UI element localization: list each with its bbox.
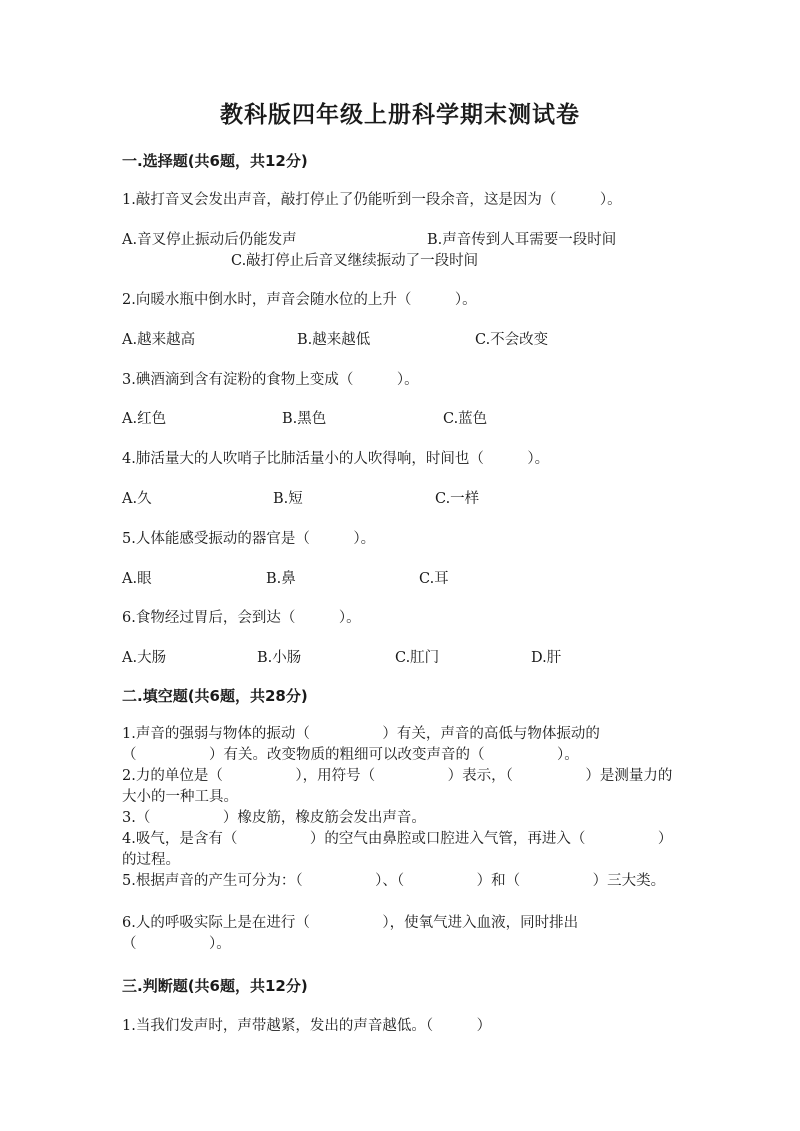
option-3b: B.黑色 (282, 411, 327, 427)
option-6d: D.肝 (531, 650, 562, 666)
option-6b: B.小肠 (257, 650, 302, 666)
page-title: 教科版四年级上册科学期末测试卷 (220, 102, 580, 128)
option-1b: B.声音传到人耳需要一段时间 (427, 232, 617, 248)
question-fill-6: 6.人的呼吸实际上是在进行（ ），使氧气进入血液，同时排出（ ）。 (122, 915, 579, 952)
question-fill-5: 5.根据声音的产生可分为：（ ）、（ ）和（ ）三大类。 (122, 873, 666, 889)
option-2c: C.不会改变 (475, 332, 549, 348)
option-4a: A.久 (122, 491, 152, 507)
option-2b: B.越来越低 (297, 332, 371, 348)
section-heading-judge: 三.判断题(共6题，共12分) (122, 977, 308, 995)
option-3a: A.红色 (122, 411, 167, 427)
option-5b: B.鼻 (266, 571, 296, 587)
question-fill-4: 4.吸气，是含有（ ）的空气由鼻腔或口腔进入气管，再进入（ ）的过程。 (122, 831, 673, 868)
question-choice-4: 4.肺活量大的人吹哨子比肺活量小的人吹得响，时间也（ ）。 (122, 451, 550, 467)
option-5a: A.眼 (122, 571, 152, 587)
question-choice-1: 1.敲打音叉会发出声音，敲打停止了仍能听到一段余音，这是因为（ ）。 (122, 192, 622, 208)
option-4c: C.一样 (435, 491, 480, 507)
question-choice-3: 3.碘酒滴到含有淀粉的食物上变成（ ）。 (122, 372, 419, 388)
question-choice-6: 6.食物经过胃后，会到达（ ）。 (122, 610, 361, 626)
section-heading-choice: 一.选择题(共6题，共12分) (122, 152, 308, 170)
question-choice-5: 5.人体能感受振动的器官是（ ）。 (122, 531, 376, 547)
option-4b: B.短 (273, 491, 303, 507)
question-fill-1: 1.声音的强弱与物体的振动（ ）有关，声音的高低与物体振动的（ ）有关。改变物质的粗细可以改变声音的（ ）。 (122, 726, 600, 763)
option-5c: C.耳 (419, 571, 449, 587)
option-6c: C.肛门 (395, 650, 440, 666)
option-6a: A.大肠 (122, 650, 167, 666)
option-3c: C.蓝色 (443, 411, 488, 427)
option-1a: A.音叉停止振动后仍能发声 (122, 232, 297, 248)
option-2a: A.越来越高 (122, 332, 196, 348)
question-fill-2: 2.力的单位是（ ），用符号（ ）表示，（ ）是测量力的大小的一种工具。 (122, 768, 673, 805)
question-fill-3: 3.（ ）橡皮筋，橡皮筋会发出声音。 (122, 810, 426, 826)
option-1c: C.敲打停止后音叉继续振动了一段时间 (231, 253, 479, 269)
question-judge-1: 1.当我们发声时，声带越紧，发出的声音越低。（ ） (122, 1018, 492, 1034)
section-heading-fill: 二.填空题(共6题，共28分) (122, 687, 308, 705)
question-choice-2: 2.向暖水瓶中倒水时，声音会随水位的上升（ ）。 (122, 292, 477, 308)
